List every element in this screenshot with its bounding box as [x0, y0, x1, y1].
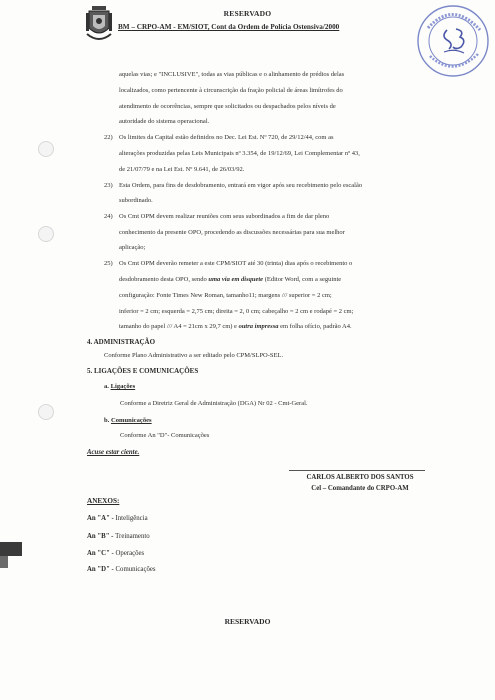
header-classification: RESERVADO	[223, 9, 272, 18]
text-line: subordinado.	[119, 197, 153, 204]
footer-classification: RESERVADO	[224, 617, 271, 626]
item-number: 25)	[104, 260, 113, 267]
scan-edge-mark-2	[0, 556, 8, 568]
text-line: Esta Ordem, para fins de desdobramento, entrará em vigor após seu recebimento pelo escalão	[119, 182, 363, 189]
text-line: desdobramento desta OPO, sendo uma via em disquete (Editor Word, com a seguinte	[119, 276, 342, 283]
annex-item: An "A" - Inteligência	[87, 515, 148, 522]
signatory-name: CARLOS ALBERTO DOS SANTOS	[306, 474, 414, 481]
subsection-heading: a. Ligações	[104, 383, 136, 390]
text-line: configuração: Fonte Times New Roman, tamanho11; margens /// superior = 2 cm;	[119, 292, 332, 299]
text-line: inferior = 2 cm; esquerda = 2,75 cm; direita = 2, 0 cm; cabeçalho = 2 cm e rodapé = 2 cm;	[119, 308, 354, 315]
text-line: Conforme a Diretriz Geral de Administração (DGA) Nr 02 - Cmt-Geral.	[120, 400, 308, 407]
text-line: alterações produzidas pelas Leis Municipais nº 3.354, de 19/12/69, Lei Complementar nº 43,	[119, 150, 360, 157]
acknowledgement-note: Acuse estar ciente.	[87, 449, 140, 456]
header-subtitle: BM – CRPO-AM - EM/SIOT, Cont da Ordem de Polícia Ostensiva/2000	[118, 23, 340, 31]
item-number: 23)	[104, 182, 113, 189]
signature-line	[289, 470, 425, 471]
text-line: Os Cmt OPM devem realizar reuniões com seus subordinados a fim de dar pleno	[119, 213, 330, 220]
text-line: Conforme Plano Administrativo a ser editado pelo CPM/SLPO-SEL.	[104, 352, 284, 359]
section-heading: 5. LIGAÇÕES E COMUNICAÇÕES	[87, 367, 199, 375]
annexes-title: ANEXOS:	[87, 497, 120, 505]
text-line: Os Cmt OPM deverão remeter a este CPM/SIOT até 30 (trinta) dias após o recebimento o	[119, 260, 353, 267]
text-line: de 21/07/79 e na Lei Est. Nº 9.641, de 26/03/92.	[119, 166, 245, 173]
annex-item: An "D" - Comunicações	[87, 566, 156, 573]
text-line: localizados, como pertencente à circunscrição da fração policial de áreas limítrofes do	[119, 87, 343, 94]
text-line: aplicação;	[119, 244, 146, 251]
section-heading: 4. ADMINISTRAÇÃO	[87, 338, 156, 346]
text-line: tamanho do papel /// A4 = 21cm x 29,7 cm) e outra impressa em folha ofício, padrão A4.	[119, 323, 352, 330]
text-line: conhecimento da presente OPO, procedendo as discussões necessárias para sua melhor	[119, 229, 345, 236]
text-line: aquelas vias; e "INCLUSIVE", todas as vias públicas e o alinhamento de prédios delas	[119, 71, 345, 78]
text-line: atendimento de ocorrências, sempre que solicitados ou despachados pelos níveis de	[119, 103, 336, 110]
subsection-heading: b. Comunicações	[104, 417, 152, 424]
item-number: 22)	[104, 134, 113, 141]
signatory-title: Cel – Comandante do CRPO-AM	[311, 485, 409, 492]
text-line: Conforme An "D"- Comunicações	[120, 432, 210, 439]
annex-item: An "B" - Treinamento	[87, 533, 150, 540]
official-stamp-icon	[414, 2, 492, 80]
text-line: autoridade do sistema operacional.	[119, 118, 210, 125]
scan-edge-mark	[0, 542, 22, 556]
annex-item: An "C" - Operações	[87, 550, 145, 557]
item-number: 24)	[104, 213, 113, 220]
text-line: Os limites da Capital estão definidos no Dec. Lei Est. Nº 720, de 29/12/44, com as	[119, 134, 334, 141]
